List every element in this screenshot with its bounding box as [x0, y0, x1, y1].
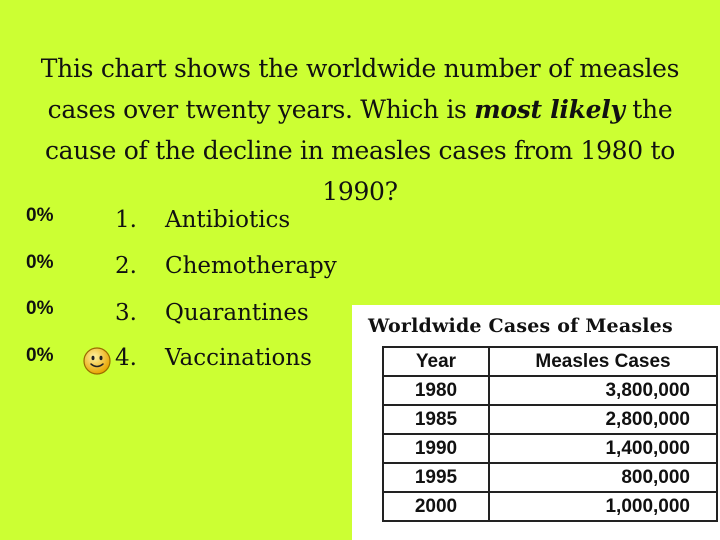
table-row	[383, 463, 717, 492]
option-4-percent: 0%	[26, 345, 54, 366]
cell-cases: 3,800,000	[489, 376, 717, 405]
option-1-percent: 0%	[26, 205, 54, 226]
option-2-label[interactable]: Chemotherapy	[165, 253, 337, 279]
header-year: Year	[383, 347, 489, 376]
option-1-label[interactable]: Antibiotics	[165, 207, 291, 233]
option-4-label[interactable]: Vaccinations	[165, 345, 312, 371]
option-2-percent: 0%	[26, 252, 54, 273]
question-text	[10, 48, 710, 212]
option-2-number: 2.	[115, 253, 137, 279]
option-3-number: 3.	[115, 300, 137, 326]
cell-year: 2000	[383, 492, 489, 521]
table-row	[383, 376, 717, 405]
cell-year: 1980	[383, 376, 489, 405]
question-emphasis: most likely	[474, 95, 625, 124]
measles-table	[382, 346, 718, 522]
measles-table-panel	[352, 305, 720, 540]
question-part1: This chart shows the worldwide number of measles cases over twenty years. Which is	[40, 54, 680, 124]
cell-cases: 2,800,000	[489, 405, 717, 434]
table-title: Worldwide Cases of Measles	[368, 315, 673, 337]
cell-cases: 1,000,000	[489, 492, 717, 521]
table-row	[383, 405, 717, 434]
header-cases: Measles Cases	[489, 347, 717, 376]
question-part2: the cause of the decline in measles cases from 1980 to 1990?	[44, 95, 676, 206]
cell-year: 1995	[383, 463, 489, 492]
option-4-number: 4.	[115, 345, 137, 371]
table-row	[383, 492, 717, 521]
option-3-percent: 0%	[26, 298, 54, 319]
table-header-row	[383, 347, 717, 376]
cell-year: 1985	[383, 405, 489, 434]
cell-year: 1990	[383, 434, 489, 463]
cell-cases: 1,400,000	[489, 434, 717, 463]
option-3-label[interactable]: Quarantines	[165, 300, 309, 326]
table-row	[383, 434, 717, 463]
option-1-number: 1.	[115, 207, 137, 233]
cell-cases: 800,000	[489, 463, 717, 492]
smiley-face-icon	[82, 346, 112, 376]
